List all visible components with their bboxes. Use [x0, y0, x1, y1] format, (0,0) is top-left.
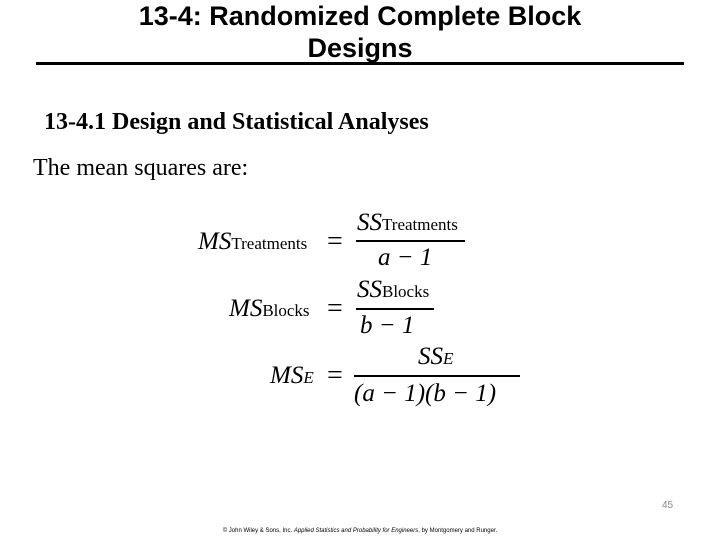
ms-blocks-lhs	[229, 295, 310, 323]
ms-blocks-fraction-bar	[356, 308, 434, 310]
slide-title-line2: Designs	[307, 33, 413, 63]
title-divider	[36, 62, 684, 65]
ss-treatments-subscript: Treatments	[382, 215, 458, 234]
copyright-footer	[0, 528, 720, 534]
ms-error-denominator: (a − 1)(b − 1)	[354, 380, 497, 407]
slide-title-line1: 13-4: Randomized Complete Block	[138, 1, 582, 31]
ms-error-subscript: E	[303, 368, 314, 387]
slide-title	[0, 0, 720, 64]
ms-error-equals: =	[327, 360, 343, 391]
ms-error-symbol: MS	[270, 362, 304, 389]
intro-text: The mean squares are:	[33, 155, 249, 181]
ms-treatments-numerator	[357, 209, 458, 237]
ss-error-symbol: SS	[418, 343, 443, 370]
ms-blocks-symbol: MS	[229, 295, 263, 322]
ms-treatments-lhs	[198, 228, 307, 256]
footer-suffix: , by Montgomery and Runger.	[418, 528, 498, 534]
ms-treatments-fraction-bar	[356, 240, 465, 242]
ms-error-fraction-bar	[354, 375, 520, 377]
page-number: 45	[662, 500, 674, 511]
footer-book-title: Applied Statistics and Probability for Engineers	[293, 528, 419, 534]
ms-treatments-equals: =	[327, 226, 343, 257]
ms-blocks-numerator	[357, 276, 429, 304]
section-heading: 13-4.1 Design and Statistical Analyses	[44, 109, 429, 135]
ms-blocks-subscript: Blocks	[262, 301, 310, 320]
ss-blocks-symbol: SS	[357, 276, 382, 303]
ss-blocks-subscript: Blocks	[382, 282, 430, 301]
ms-blocks-equals: =	[327, 293, 343, 324]
ms-error-lhs	[270, 362, 314, 390]
ms-treatments-subscript: Treatments	[231, 234, 308, 253]
footer-prefix: © John Wiley & Sons, Inc.	[222, 528, 293, 534]
ss-error-subscript: E	[443, 349, 454, 368]
ms-treatments-denominator: a − 1	[378, 244, 433, 271]
ms-error-numerator	[418, 343, 453, 371]
ss-treatments-symbol: SS	[357, 209, 382, 236]
ms-treatments-symbol: MS	[198, 228, 232, 255]
ms-blocks-denominator: b − 1	[360, 312, 415, 339]
